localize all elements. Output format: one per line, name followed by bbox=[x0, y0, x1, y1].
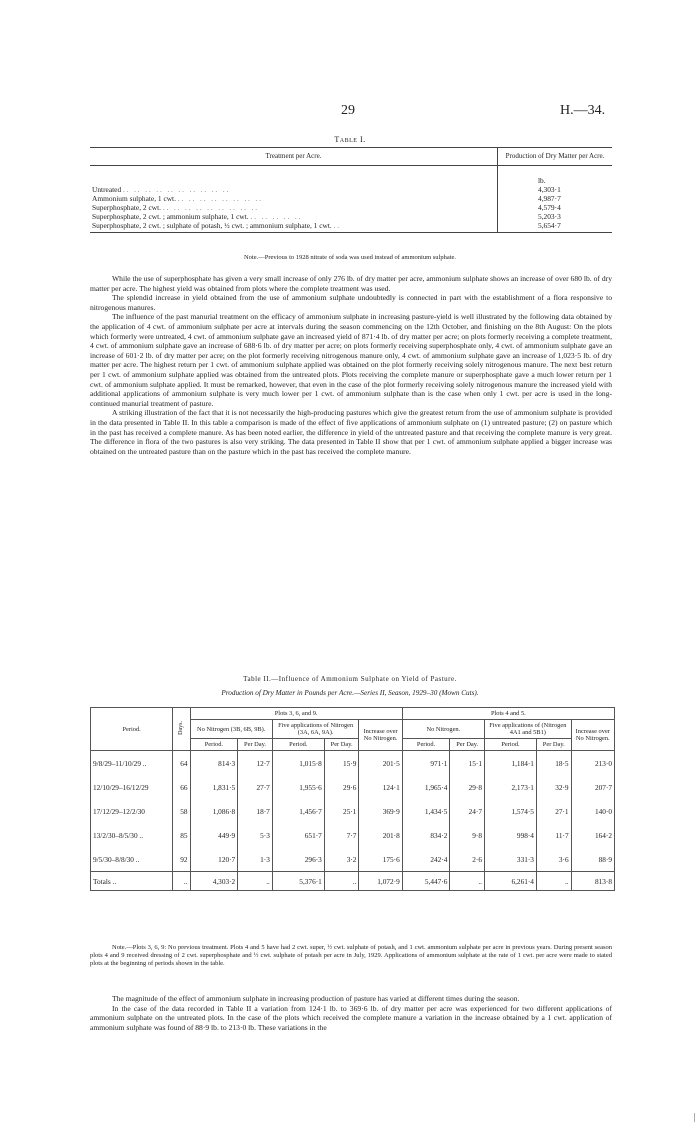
cell-value: 998·4 bbox=[485, 823, 537, 847]
table1-value: 4,303·1 bbox=[498, 185, 613, 194]
table-row: Untreated . . . . . . . . . . . . . . . . . . . . 4,303·1 bbox=[90, 185, 612, 194]
cell-days: 64 bbox=[173, 751, 190, 776]
table2-header-increase-a: Increase over No Nitrogen. bbox=[359, 720, 402, 751]
table2-caption: Table II.—Influence of Ammonium Sulphate on Yield of Pasture. bbox=[243, 675, 457, 683]
table2-header-five-applications-b: Five applications of (Nitrogen 4A1 and 5B1) bbox=[485, 720, 572, 739]
cell-value: 201·8 bbox=[359, 823, 402, 847]
table2-subheader-per-day: Per Day. bbox=[450, 739, 485, 751]
cell-value: 5,447·6 bbox=[402, 872, 450, 891]
cell-value: .. bbox=[536, 872, 571, 891]
cell-value: 242·4 bbox=[402, 847, 450, 872]
cell-value: 7·7 bbox=[324, 823, 359, 847]
cell-value: 124·1 bbox=[359, 775, 402, 799]
table1-note: Note.—Previous to 1928 nitrate of soda was used instead of ammonium sulphate. bbox=[243, 254, 457, 261]
paragraph: A striking illustration of the fact that it is not necessarily the high-producing pastures which give the greatest return from the use of ammonium sulphate is provided in the data presented in Table II. In this table a comparison is made of the effect of five applications of ammonium sulphate on (1) untreated pasture; (2) on pasture which in the past has received a complete manure. As has been noted earlier, the difference in yield of the untreated pasture and that receiving the complete manure is very great. The difference in flora of the two pastures is also very striking. The data presented in Table II show that per 1 cwt. of ammonium sulphate applied a bigger increase was obtained on the untreated pasture than on the pasture which in the past has received the complete manure. bbox=[90, 408, 612, 456]
body-text bbox=[90, 274, 612, 456]
cell-days: .. bbox=[173, 872, 190, 891]
cell-value: 9·8 bbox=[450, 823, 485, 847]
table-row: Superphosphate, 2 cwt. ; sulphate of potash, ½ cwt. ; ammonium sulphate, 1 cwt. . . 5,654·7 bbox=[90, 221, 612, 233]
table2-header-five-applications-a: Five applications of Nitrogen (3A, 6A, 9A). bbox=[272, 720, 359, 739]
cell-value: 2·6 bbox=[450, 847, 485, 872]
cell-days: 66 bbox=[173, 775, 190, 799]
cell-value: 11·7 bbox=[536, 823, 571, 847]
table2-subheader-period: Period. bbox=[190, 739, 238, 751]
table1-treatment: Superphosphate, 2 cwt. bbox=[92, 203, 161, 212]
cell-value: 140·0 bbox=[571, 799, 614, 823]
cell-value: 213·0 bbox=[571, 751, 614, 776]
table2-header-no-nitrogen-b: No Nitrogen. bbox=[402, 720, 484, 739]
table2-header-no-nitrogen-a: No Nitrogen (3B, 6B, 9B). bbox=[190, 720, 272, 739]
cell-value: 29·6 bbox=[324, 775, 359, 799]
table2-subheader-period: Period. bbox=[402, 739, 450, 751]
cell-value: 18·7 bbox=[238, 799, 273, 823]
cell-value: 15·1 bbox=[450, 751, 485, 776]
cell-value: 5·3 bbox=[238, 823, 273, 847]
cell-value: 27·1 bbox=[536, 799, 571, 823]
cell-value: 25·1 bbox=[324, 799, 359, 823]
table2-subheader-per-day: Per Day. bbox=[324, 739, 359, 751]
cell-value: 24·7 bbox=[450, 799, 485, 823]
table1-treatment: Superphosphate, 2 cwt. ; ammonium sulphate, 1 cwt. bbox=[92, 212, 249, 221]
cell-value: .. bbox=[450, 872, 485, 891]
cell-value: 18·5 bbox=[536, 751, 571, 776]
cell-value: 449·9 bbox=[190, 823, 238, 847]
table2-note: Note.—Plots 3, 6, 9: No previous treatment. Plots 4 and 5 have had 2 cwt. super, ½ cwt. sulphate of potash, and 1 cwt. ammonium sulphate per acre in previous years. During present season plots 4 and 9 received dressing of 2 cwt. superphosphate and ½ cwt. sulphate of potash per acre in July, 1929. Applications of ammonium sulphate at the rate of 1 cwt. per acre were made to stated plots at the beginning of periods shown in the table. bbox=[90, 944, 612, 967]
table2-header-days: Days. bbox=[177, 721, 184, 735]
cell-value: 1,456·7 bbox=[272, 799, 324, 823]
table2-header-period: Period. bbox=[91, 708, 173, 751]
document-reference: H.—34. bbox=[560, 103, 606, 118]
paragraph: The influence of the past manurial treatment on the efficacy of ammonium sulphate in increasing pasture-yield is well illustrated by the following data obtained by the application of 4 cwt. of ammonium sulphate per acre at intervals during the season commencing on the 12th October, and finishing on the 8th August: On the plots which formerly were untreated, 4 cwt. of ammonium sulphate gave an increased yield of 871·4 lb. of dry matter per acre; on plots formerly receiving a complete treatment, 4 cwt. of ammonium sulphate gave an increase of 688·6 lb. of dry matter per acre; on plots formerly receiving superphosphate only, 4 cwt. of ammonium sulphate gave an increase of 601·2 lb. of dry matter per acre; on the plot formerly receiving nitrogenous manure only, 4 cwt. of ammonium sulphate gave an increase of 1,023·5 lb. of dry matter per acre. The highest return per 1 cwt. of ammonium sulphate applied was obtained on the plot formerly receiving solely nitrogenous manure. The next best return per 1 cwt. of ammonium sulphate applied was obtained from the untreated plots. Plots receiving the complete manure or superphosphate gave a much lower return per 1 cwt. of ammonium sulphate applied. It must be remarked, however, that even in the case of the plot formerly receiving solely nitrogenous manure the increased yield with additional applications of ammonium sulphate is very much lower per 1 cwt. of ammonium sulphate than is the case when only 1 cwt. per acre is used in the long-continued manurial treatment of pasture. bbox=[90, 312, 612, 408]
cell-value: 1,831·5 bbox=[190, 775, 238, 799]
table1-caption: Table I. bbox=[334, 135, 366, 144]
paragraph: While the use of superphosphate has given a very small increase of only 276 lb. of dry matter per acre, ammonium sulphate shows an increase of over 680 lb. of dry matter per acre. The highest yield was obtained from plots where the complete treatment was used. bbox=[90, 274, 612, 293]
cell-days: 92 bbox=[173, 847, 190, 872]
table1-treatment: Untreated bbox=[92, 185, 122, 194]
cell-value: 1,086·8 bbox=[190, 799, 238, 823]
table2 bbox=[90, 707, 615, 891]
table-row: Superphosphate, 2 cwt. ; ammonium sulphate, 1 cwt. . . . . . . . . . . 5,203·3 bbox=[90, 212, 612, 221]
cell-value: 1,955·6 bbox=[272, 775, 324, 799]
cell-value: 12·7 bbox=[238, 751, 273, 776]
cell-value: 834·2 bbox=[402, 823, 450, 847]
cell-value: 813·8 bbox=[571, 872, 614, 891]
table-row: Ammonium sulphate, 1 cwt. . . . . . . . . . . . . . . . . 4,987·7 bbox=[90, 194, 612, 203]
cell-value: 331·3 bbox=[485, 847, 537, 872]
cell-value: 120·7 bbox=[190, 847, 238, 872]
table2-header-increase-b: Increase over No Nitrogen. bbox=[571, 720, 614, 751]
paragraph: The splendid increase in yield obtained from the use of ammonium sulphate undoubtedly is connected in part with the establishment of a flora responsive to nitrogenous manures. bbox=[90, 293, 612, 312]
cell-days: 58 bbox=[173, 799, 190, 823]
cell-value: 4,303·2 bbox=[190, 872, 238, 891]
cell-value: 207·7 bbox=[571, 775, 614, 799]
cell-period: Totals .. bbox=[91, 872, 173, 891]
cell-period: 17/12/29–12/2/30 bbox=[91, 799, 173, 823]
cell-period: 12/10/29–16/12/29 bbox=[91, 775, 173, 799]
cell-value: 175·6 bbox=[359, 847, 402, 872]
table1-col-production: Production of Dry Matter per Acre. bbox=[498, 148, 613, 166]
table-row bbox=[91, 775, 615, 799]
cell-value: 3·2 bbox=[324, 847, 359, 872]
paragraph: In the case of the data recorded in Table II a variation from 124·1 lb. to 369·6 lb. of dry matter per acre was experienced for two different applications of ammonium sulphate on the untreated plots. In the case of the plots which received the complete manure a variation in the increase obtained by a 1 cwt. application of ammonium sulphate was found of 88·9 lb. to 213·0 lb. These variations in the bbox=[90, 1003, 612, 1032]
page-number: 29 bbox=[341, 103, 355, 118]
margin-mark bbox=[694, 1113, 695, 1122]
table2-subheader-per-day: Per Day. bbox=[536, 739, 571, 751]
cell-value: 3·6 bbox=[536, 847, 571, 872]
table2-group-b: Plots 4 and 5. bbox=[402, 708, 614, 720]
table1 bbox=[90, 147, 612, 233]
table2-group-a: Plots 3, 6, and 9. bbox=[190, 708, 402, 720]
cell-value: 5,376·1 bbox=[272, 872, 324, 891]
table2-subtitle: Production of Dry Matter in Pounds per Acre.—Series II, Season, 1929–30 (Mown Cuts). bbox=[221, 689, 479, 697]
cell-period: 13/2/30–8/5/30 .. bbox=[91, 823, 173, 847]
cell-value: 1,574·5 bbox=[485, 799, 537, 823]
table1-value: 5,654·7 bbox=[498, 221, 613, 233]
table2-subheader-period: Period. bbox=[272, 739, 324, 751]
table2-subheader-per-day: Per Day. bbox=[238, 739, 273, 751]
table-row bbox=[91, 823, 615, 847]
cell-period: 9/8/29–11/10/29 .. bbox=[91, 751, 173, 776]
table1-value: 4,579·4 bbox=[498, 203, 613, 212]
table1-treatment: Superphosphate, 2 cwt. ; sulphate of potash, ½ cwt. ; ammonium sulphate, 1 cwt. bbox=[92, 221, 332, 230]
cell-value: 651·7 bbox=[272, 823, 324, 847]
table1-treatment: Ammonium sulphate, 1 cwt. bbox=[92, 194, 176, 203]
cell-value: 296·3 bbox=[272, 847, 324, 872]
cell-value: 1,184·1 bbox=[485, 751, 537, 776]
table-row bbox=[91, 847, 615, 872]
table1-value: 5,203·3 bbox=[498, 212, 613, 221]
cell-value: 32·9 bbox=[536, 775, 571, 799]
table-row bbox=[91, 799, 615, 823]
cell-value: 88·9 bbox=[571, 847, 614, 872]
cell-value: .. bbox=[238, 872, 273, 891]
table1-unit: lb. bbox=[498, 176, 613, 185]
page-header bbox=[0, 103, 700, 119]
cell-period: 9/5/30–8/8/30 .. bbox=[91, 847, 173, 872]
cell-value: 27·7 bbox=[238, 775, 273, 799]
paragraph: The magnitude of the effect of ammonium sulphate in increasing production of pasture has varied at different times during the season. bbox=[112, 994, 520, 1003]
cell-value: 971·1 bbox=[402, 751, 450, 776]
cell-days: 85 bbox=[173, 823, 190, 847]
table2-subheader-period: Period. bbox=[485, 739, 537, 751]
cell-value: 15·9 bbox=[324, 751, 359, 776]
cell-value: 201·5 bbox=[359, 751, 402, 776]
cell-value: 1,434·5 bbox=[402, 799, 450, 823]
table-row-totals bbox=[91, 872, 615, 891]
table1-col-treatment: Treatment per Acre. bbox=[90, 148, 498, 166]
cell-value: 1,965·4 bbox=[402, 775, 450, 799]
cell-value: 814·3 bbox=[190, 751, 238, 776]
cell-value: 1,015·8 bbox=[272, 751, 324, 776]
cell-value: 29·8 bbox=[450, 775, 485, 799]
cell-value: 1,072·9 bbox=[359, 872, 402, 891]
closing-text bbox=[90, 994, 612, 1032]
table-row: Superphosphate, 2 cwt. . . . . . . . . . . . . . . . . . . 4,579·4 bbox=[90, 203, 612, 212]
cell-value: 164·2 bbox=[571, 823, 614, 847]
table1-value: 4,987·7 bbox=[498, 194, 613, 203]
cell-value: 369·9 bbox=[359, 799, 402, 823]
cell-value: 1·3 bbox=[238, 847, 273, 872]
table-row bbox=[91, 751, 615, 776]
cell-value: 2,173·1 bbox=[485, 775, 537, 799]
cell-value: .. bbox=[324, 872, 359, 891]
cell-value: 6,261·4 bbox=[485, 872, 537, 891]
